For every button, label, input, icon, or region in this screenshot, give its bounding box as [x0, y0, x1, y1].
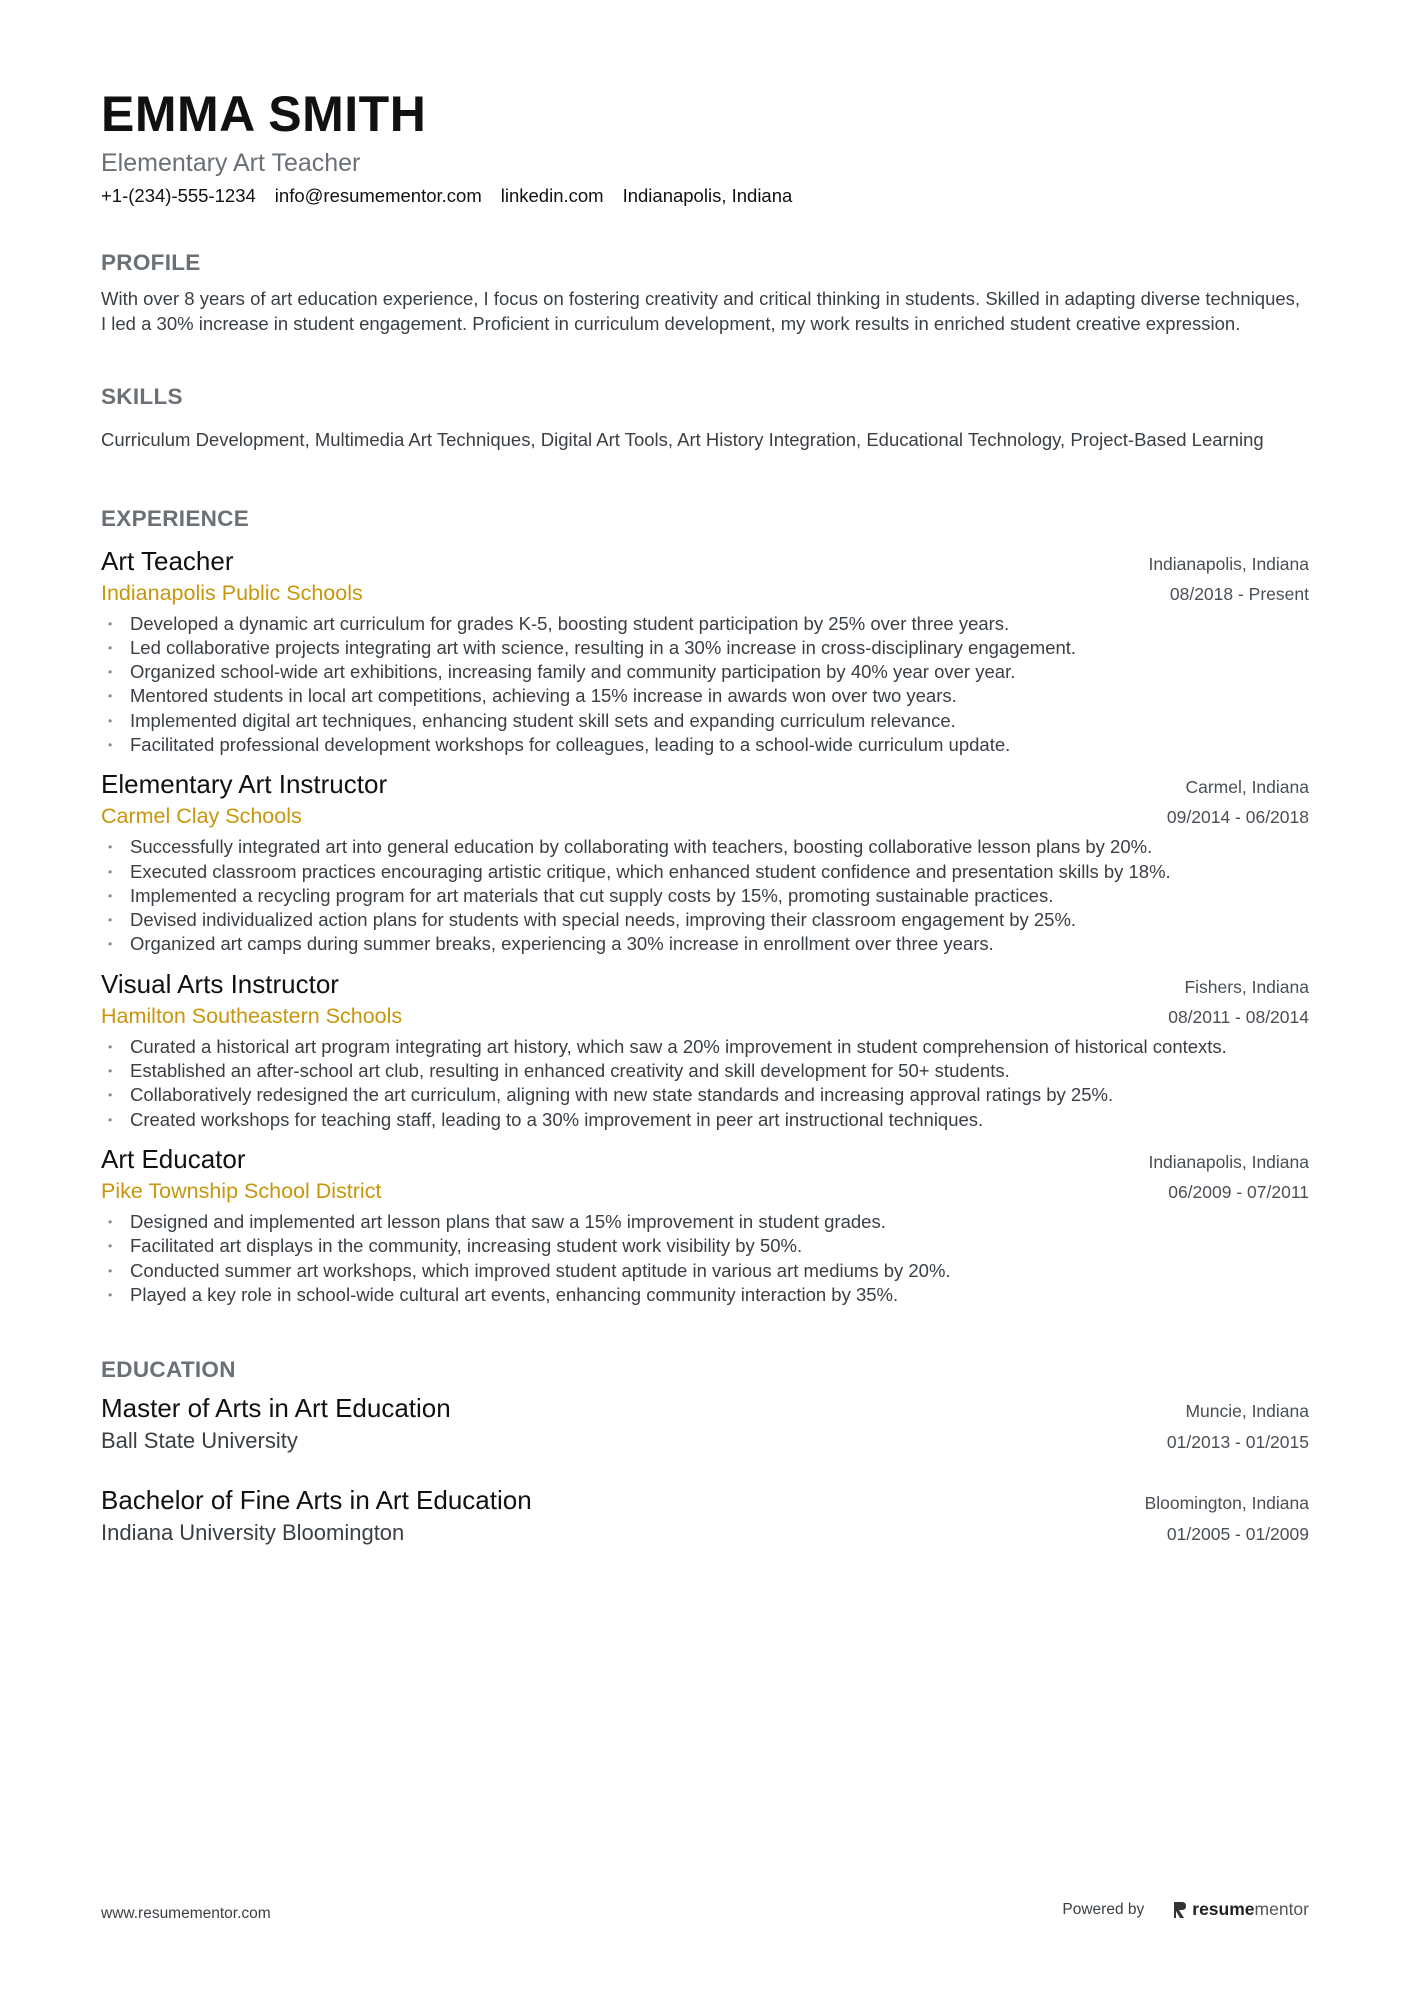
company-name: Pike Township School District	[101, 1178, 382, 1203]
job-title: Art Teacher	[101, 545, 234, 576]
job-entry	[101, 546, 1309, 758]
footer-website[interactable]: www.resumementor.com	[101, 1905, 271, 1922]
brand-logo[interactable]	[1172, 1899, 1309, 1920]
bullet-item: • Established an after-school art club, resulting in enhanced creativity and skill development for 50+ students.	[101, 1059, 1309, 1083]
job-entry	[101, 969, 1309, 1132]
job-entry	[101, 1144, 1309, 1307]
bullet-item: • Facilitated art displays in the community, increasing student work visibility by 50%.	[101, 1234, 1309, 1258]
company-name: Indianapolis Public Schools	[101, 580, 363, 605]
skills-text: Curriculum Development, Multimedia Art Techniques, Digital Art Tools, Art History Integration, Educational Technology, Project-Based Learning	[101, 429, 1264, 450]
resumementor-logo-icon	[1172, 1900, 1188, 1920]
section-heading: EDUCATION	[101, 1357, 236, 1383]
candidate-title: Elementary Art Teacher	[101, 149, 361, 177]
job-location: Fishers, Indiana	[1184, 976, 1309, 997]
job-dates: 09/2014 - 06/2018	[1166, 807, 1309, 828]
job-bullets	[101, 835, 1309, 956]
education-entry	[101, 1393, 1309, 1457]
job-location: Indianapolis, Indiana	[1148, 1151, 1309, 1172]
school-name: Ball State University	[101, 1428, 298, 1454]
job-location: Indianapolis, Indiana	[1148, 553, 1309, 574]
school-location: Muncie, Indiana	[1185, 1401, 1309, 1422]
skills-section	[101, 382, 1309, 453]
profile-section	[101, 248, 1309, 336]
bullet-item: • Successfully integrated art into general education by collaborating with teachers, boosting collaborative lesson plans by 20%.	[101, 835, 1309, 859]
degree-name: Bachelor of Fine Arts in Art Education	[101, 1485, 532, 1516]
company-name: Carmel Clay Schools	[101, 804, 302, 829]
candidate-name: EMMA SMITH	[101, 86, 427, 142]
company-name: Hamilton Southeastern Schools	[101, 1003, 403, 1028]
job-title: Elementary Art Instructor	[101, 769, 388, 800]
section-heading: SKILLS	[101, 384, 183, 409]
bullet-item: • Implemented a recycling program for art materials that cut supply costs by 15%, promoting sustainable practices.	[101, 884, 1309, 908]
section-heading: PROFILE	[101, 250, 201, 275]
bullet-item: • Curated a historical art program integrating art history, which saw a 20% improvement in student comprehension of historical contexts.	[101, 1035, 1309, 1059]
experience-section	[101, 504, 1309, 1308]
bullet-item: • Mentored students in local art competitions, achieving a 15% increase in awards won over two years.	[101, 684, 1309, 708]
section-heading: EXPERIENCE	[101, 505, 250, 531]
job-dates: 06/2009 - 07/2011	[1168, 1181, 1309, 1202]
school-name: Indiana University Bloomington	[101, 1520, 405, 1546]
bullet-item: • Implemented digital art techniques, enhancing student skill sets and expanding curriculum relevance.	[101, 709, 1309, 733]
school-location: Bloomington, Indiana	[1144, 1493, 1309, 1514]
job-bullets	[101, 612, 1309, 758]
email[interactable]: info@resumementor.com	[274, 185, 482, 206]
job-bullets	[101, 1035, 1309, 1132]
location: Indianapolis, Indiana	[622, 185, 793, 206]
edu-dates: 01/2013 - 01/2015	[1166, 1432, 1309, 1453]
edu-dates: 01/2005 - 01/2009	[1166, 1524, 1309, 1545]
education-section	[101, 1355, 1309, 1549]
bullet-item: • Organized art camps during summer breaks, experiencing a 30% increase in enrollment over three years.	[101, 932, 1309, 956]
job-dates: 08/2011 - 08/2014	[1168, 1006, 1309, 1027]
job-bullets	[101, 1210, 1309, 1307]
bullet-item: • Developed a dynamic art curriculum for grades K-5, boosting student participation by 25% over three years.	[101, 612, 1309, 636]
linkedin[interactable]: linkedin.com	[500, 185, 604, 206]
bullet-item: • Organized school-wide art exhibitions, increasing family and community participation by 40% year over year.	[101, 660, 1309, 684]
brand-name-bold: resume	[1192, 1899, 1255, 1919]
brand-name-light: mentor	[1254, 1899, 1309, 1919]
job-title: Visual Arts Instructor	[101, 968, 339, 999]
profile-text: With over 8 years of art education experience, I focus on fostering creativity and critical thinking in students. Skilled in adapting diverse techniques, I led a 30% increase in student engagement. Proficient in curriculum development, my work results in enriched student creative expression.	[101, 288, 1301, 334]
bullet-item: • Collaboratively redesigned the art curriculum, aligning with new state standards and increasing approval ratings by 25%.	[101, 1083, 1309, 1107]
job-entry	[101, 769, 1309, 956]
bullet-item: • Created workshops for teaching staff, leading to a 30% improvement in peer art instructional techniques.	[101, 1108, 1309, 1132]
bullet-item: • Played a key role in school-wide cultural art events, enhancing community interaction by 35%.	[101, 1283, 1309, 1307]
phone[interactable]: +1-(234)-555-1234	[101, 185, 256, 206]
education-entry	[101, 1485, 1309, 1549]
bullet-item: • Designed and implemented art lesson plans that saw a 15% improvement in student grades.	[101, 1210, 1309, 1234]
job-dates: 08/2018 - Present	[1169, 583, 1309, 604]
resume-page	[101, 84, 1309, 1549]
degree-name: Master of Arts in Art Education	[101, 1393, 451, 1424]
job-location: Carmel, Indiana	[1185, 777, 1309, 798]
bullet-item: • Devised individualized action plans for students with special needs, improving their classroom engagement by 25%.	[101, 908, 1309, 932]
bullet-item: • Executed classroom practices encouraging artistic critique, which enhanced student confidence and presentation skills by 18%.	[101, 860, 1309, 884]
bullet-item: • Conducted summer art workshops, which improved student aptitude in various art mediums by 20%.	[101, 1259, 1309, 1283]
bullet-item: • Facilitated professional development workshops for colleagues, leading to a school-wide curriculum update.	[101, 733, 1309, 757]
bullet-item: • Led collaborative projects integrating art with science, resulting in a 30% increase in cross-disciplinary engagement.	[101, 636, 1309, 660]
powered-by-label: Powered by	[1062, 1900, 1145, 1918]
contact-line	[101, 182, 1309, 210]
job-title: Art Educator	[101, 1143, 246, 1174]
footer-branding	[1062, 1899, 1309, 1920]
